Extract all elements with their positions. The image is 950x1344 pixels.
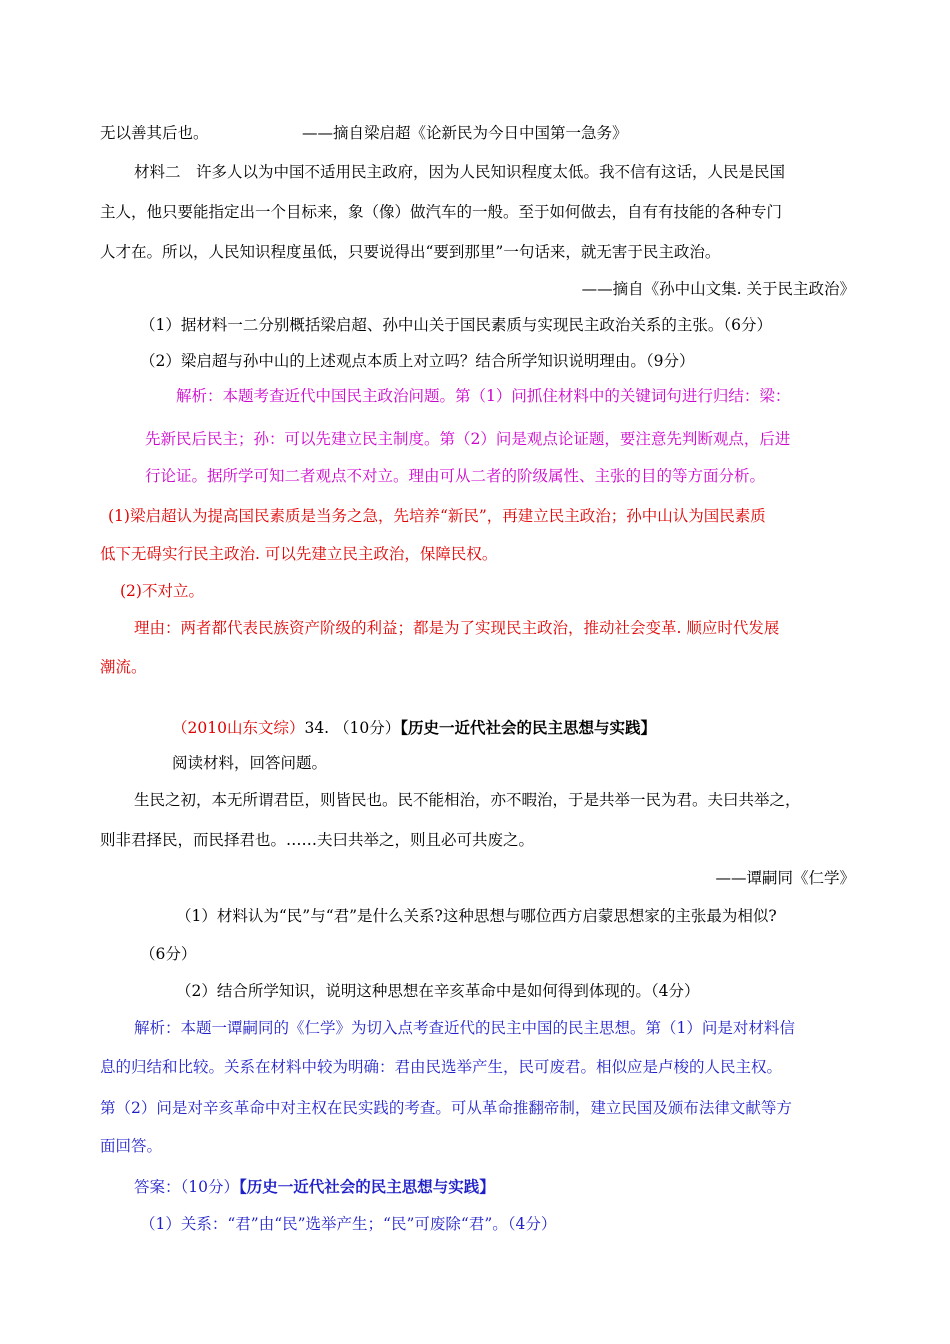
text-line: 生民之初，本无所谓君臣，则皆民也。民不能相治，亦不暇治，于是共举一民为君。夫曰共举之， (134, 791, 801, 809)
question-topic: 【历史一近代社会的民主思想与实践】 (400, 718, 657, 737)
answer-text: 理由：两者都代表民族资产阶级的利益；都是为了实现民主政治，推动社会变革. 顺应时代发展 (134, 619, 780, 637)
source-citation: ——摘自《孙中山文集. 关于民主政治》 (581, 280, 855, 298)
text-line: 人才在。所以，人民知识程度虽低，只要说得出“要到那里”一句话来，就无害于民主政治。 (100, 243, 721, 261)
analysis-text: 面回答。 (100, 1137, 163, 1155)
analysis-text: 先新民后民主；孙：可以先建立民主制度。第（2）问是观点论证题，要注意先判断观点，后进 (145, 430, 791, 448)
answer-text: 低下无碍实行民主政治. 可以先建立民主政治，保障民权。 (100, 545, 498, 563)
question-2: （2）梁启超与孙中山的上述观点本质上对立吗？结合所学知识说明理由。（9分） (140, 352, 695, 370)
text-line: 则非君择民，而民择君也。……夫曰共举之，则且必可共废之。 (100, 831, 535, 849)
analysis-text: 息的归结和比较。关系在材料中较为明确：君由民选举产生，民可废君。相似应是卢梭的人民主权。 (100, 1058, 783, 1076)
answer-topic: 【历史一近代社会的民主思想与实践】 (238, 1177, 495, 1196)
source-citation: ——摘自梁启超《论新民为今日中国第一急务》 (302, 124, 628, 142)
answer-text: （1）关系：“君”由“民”选举产生；“民”可废除“君”。（4分） (140, 1215, 557, 1233)
question-number: 34. （10分） (304, 719, 401, 737)
question-1: （1）材料认为“民”与“君”是什么关系?这种思想与哪位西方启蒙思想家的主张最为相似? (176, 907, 777, 925)
analysis-text: 解析：本题一谭嗣同的《仁学》为切入点考查近代的民主中国的民主思想。第（1）问是对材料信 (134, 1019, 795, 1037)
question-1-score: （6分） (140, 945, 197, 963)
exam-source: （2010山东文综） (172, 719, 305, 737)
text-line: 材料二 许多人以为中国不适用民主政府，因为人民知识程度太低。我不信有这话，人民是民国 (134, 163, 786, 181)
text-line: 主人，他只要能指定出一个目标来，象（像）做汽车的一般。至于如何做去，自有有技能的各种专门 (100, 203, 783, 221)
source-citation: ——谭嗣同《仁学》 (715, 869, 855, 887)
question-header (172, 717, 656, 739)
instruction-text: 阅读材料，回答问题。 (172, 754, 328, 772)
analysis-text: 第（2）问是对辛亥革命中对主权在民实践的考查。可从革命推翻帝制，建立民国及颁布法律文献等方 (100, 1099, 792, 1117)
analysis-text: 解析：本题考查近代中国民主政治问题。第（1）问抓住材料中的关键词句进行归结：梁： (176, 387, 791, 405)
answer-label: 答案：（10分） (134, 1178, 239, 1196)
answer-text: (2)不对立。 (120, 582, 204, 600)
text-line: 无以善其后也。 (100, 124, 209, 142)
answer-header (134, 1176, 495, 1198)
answer-text: 潮流。 (100, 658, 147, 676)
answer-text: (1)梁启超认为提高国民素质是当务之急，先培养“新民”，再建立民主政治；孙中山认为国民素质 (108, 507, 766, 525)
question-1: （1）据材料一二分别概括梁启超、孙中山关于国民素质与实现民主政治关系的主张。（6分） (140, 316, 772, 334)
analysis-text: 行论证。据所学可知二者观点不对立。理由可从二者的阶级属性、主张的目的等方面分析。 (145, 467, 766, 485)
question-2: （2）结合所学知识，说明这种思想在辛亥革命中是如何得到体现的。（4分） (176, 982, 700, 1000)
